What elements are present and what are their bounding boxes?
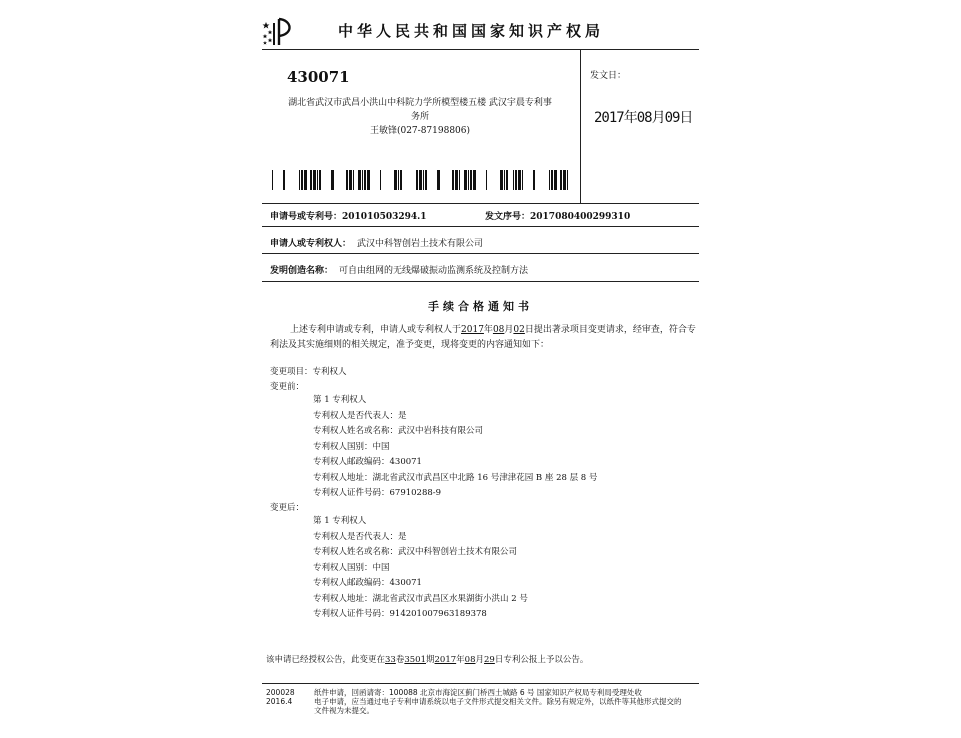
applicant-row bbox=[270, 236, 483, 249]
barcode-bar bbox=[423, 170, 424, 190]
barcode-bar bbox=[470, 170, 472, 190]
document-serial-row bbox=[485, 209, 630, 222]
applicant-name: 武汉中科智创岩土技术有限公司 bbox=[357, 239, 484, 249]
barcode-bar bbox=[437, 170, 440, 190]
form-date: 2016.4 bbox=[266, 697, 293, 706]
barcode-bar bbox=[331, 170, 334, 190]
barcode-bar bbox=[425, 170, 427, 190]
barcode-bar bbox=[362, 170, 363, 190]
list-item: 专利权人姓名或名称：武汉中岩科技有限公司 bbox=[313, 426, 484, 436]
divider bbox=[262, 49, 699, 50]
list-item: 专利权人是否代表人：是 bbox=[313, 531, 407, 542]
text-span: 年 bbox=[483, 325, 493, 335]
barcode-bar bbox=[310, 170, 312, 190]
barcode-bar bbox=[353, 170, 354, 190]
gazette-year: 2017 bbox=[434, 655, 457, 665]
footer-line: 纸件申请，回函请寄：100088 北京市海淀区蓟门桥西土城路 6 号 国家知识产权局专利局受理处收 bbox=[314, 688, 642, 697]
barcode-bar bbox=[299, 170, 300, 190]
invention-label: 发明创造名称： bbox=[270, 266, 334, 276]
barcode-bar bbox=[317, 170, 318, 190]
form-code-block bbox=[266, 688, 295, 706]
barcode-bar bbox=[416, 170, 418, 190]
list-item: 第 1 专利权人 bbox=[313, 395, 367, 405]
barcode-bar bbox=[398, 170, 399, 190]
address-line: 湖北省武汉市武昌小洪山中科院力学所模型楼五楼 武汉宇晨专利事 bbox=[288, 98, 552, 108]
divider bbox=[262, 253, 699, 254]
barcode-bar bbox=[500, 170, 503, 190]
application-number-row bbox=[270, 209, 427, 222]
barcode-bar bbox=[459, 170, 460, 190]
barcode-bar bbox=[486, 170, 487, 190]
divider bbox=[262, 281, 699, 282]
barcode-bar bbox=[283, 170, 285, 190]
request-day: 02 bbox=[513, 325, 525, 335]
barcode-bar bbox=[518, 170, 521, 190]
barcode-bar bbox=[504, 170, 505, 190]
barcode-bar bbox=[522, 170, 523, 190]
recipient-contact: 王敏锋(027-87198806) bbox=[369, 126, 471, 136]
applicant-label: 申请人或专利权人： bbox=[270, 239, 352, 249]
barcode-bar bbox=[367, 170, 370, 190]
barcode-bar bbox=[563, 170, 566, 190]
office-name: 中华人民共和国国家知识产权局 bbox=[338, 22, 605, 40]
gazette-issue: 3501 bbox=[404, 655, 426, 665]
divider bbox=[262, 226, 699, 227]
after-list bbox=[313, 514, 528, 623]
barcode-bar bbox=[419, 170, 422, 190]
barcode-bar bbox=[455, 170, 458, 190]
send-date: 2017年08月09日 bbox=[594, 110, 693, 126]
barcode-bar bbox=[272, 170, 273, 190]
application-number: 201010503294.1 bbox=[342, 212, 427, 222]
document-serial: 2017080400299310 bbox=[530, 212, 631, 222]
list-item: 专利权人证件号码：914201007963189378 bbox=[313, 609, 487, 619]
divider bbox=[262, 683, 699, 684]
text-span: 卷 bbox=[395, 655, 405, 665]
divider bbox=[580, 49, 581, 203]
text-span: 日提出著录项目变更请求，经审查，符合专利法及其实施细则的相关规定，准予变更，现将变更的内容通知如下： bbox=[270, 325, 696, 350]
barcode-bar bbox=[304, 170, 307, 190]
barcode-bar bbox=[513, 170, 514, 190]
footer-notes bbox=[314, 688, 704, 715]
request-month: 08 bbox=[492, 325, 505, 335]
barcode-bar bbox=[554, 170, 557, 190]
divider bbox=[262, 203, 699, 204]
barcode-bar bbox=[567, 170, 568, 190]
gazette-day: 29 bbox=[484, 655, 495, 665]
text-span: 月 bbox=[475, 655, 485, 665]
list-item: 专利权人是否代表人：是 bbox=[313, 410, 407, 421]
barcode-bar bbox=[380, 170, 381, 190]
gazette-month: 08 bbox=[464, 655, 476, 665]
barcode-bar bbox=[400, 170, 402, 190]
text-span: 日专利公报上予以公告。 bbox=[494, 655, 589, 665]
footer-line: 文件视为未提交。 bbox=[314, 706, 374, 715]
notice-paragraph bbox=[270, 323, 700, 353]
list-item: 专利权人邮政编码：430071 bbox=[313, 457, 422, 467]
invention-row bbox=[270, 263, 528, 276]
barcode-bar bbox=[464, 170, 467, 190]
cnipa-logo-icon bbox=[262, 16, 296, 46]
before-label: 变更前： bbox=[270, 382, 305, 392]
list-item: 专利权人地址：湖北省武汉市武昌区中北路 16 号津津花园 B 座 28 层 8 号 bbox=[313, 472, 598, 483]
after-label: 变更后： bbox=[270, 503, 305, 513]
application-number-label: 申请号或专利号： bbox=[270, 212, 343, 222]
barcode-bar bbox=[551, 170, 553, 190]
postcode: 430071 bbox=[287, 68, 350, 86]
before-list bbox=[313, 393, 597, 502]
document-serial-label: 发文序号： bbox=[485, 212, 531, 222]
invention-title: 可自由组网的无线爆破振动监测系统及控制方法 bbox=[339, 266, 529, 276]
barcode-bar bbox=[473, 170, 476, 190]
barcode-bar bbox=[533, 170, 535, 190]
text-span: 年 bbox=[456, 655, 465, 665]
barcode-bar bbox=[394, 170, 397, 190]
barcode-bar bbox=[515, 170, 517, 190]
notice-title: 手续合格通知书 bbox=[428, 300, 533, 313]
form-code: 200028 bbox=[266, 688, 295, 697]
barcode bbox=[272, 170, 402, 190]
list-item: 专利权人国别：中国 bbox=[313, 441, 390, 452]
list-item: 专利权人姓名或名称：武汉中科智创岩土技术有限公司 bbox=[313, 547, 518, 557]
barcode-bar bbox=[506, 170, 508, 190]
barcode-bar bbox=[301, 170, 303, 190]
footer-line: 电子申请，应当通过电子专利申请系统以电子文件形式提交相关文件。除另有规定外，以纸件等其他形式提交的 bbox=[314, 697, 682, 706]
text-span: 期 bbox=[426, 655, 435, 665]
publication-note bbox=[266, 653, 588, 669]
send-date-label: 发文日： bbox=[590, 71, 627, 81]
recipient-address bbox=[270, 96, 570, 138]
barcode-bar bbox=[349, 170, 352, 190]
list-item: 专利权人地址：湖北省武汉市武昌区水果湖街小洪山 2 号 bbox=[313, 593, 528, 604]
barcode-bar bbox=[468, 170, 469, 190]
request-year: 2017 bbox=[461, 325, 484, 335]
text-span: 月 bbox=[504, 325, 514, 335]
barcode-bar bbox=[560, 170, 562, 190]
list-item: 专利权人邮政编码：430071 bbox=[313, 578, 422, 588]
barcode-bar bbox=[319, 170, 321, 190]
barcode-bar bbox=[313, 170, 316, 190]
list-item: 第 1 专利权人 bbox=[313, 516, 367, 526]
list-item: 专利权人证件号码：67910288-9 bbox=[313, 488, 442, 498]
barcode-bar bbox=[549, 170, 550, 190]
list-item: 专利权人国别：中国 bbox=[313, 562, 390, 573]
barcode-bar bbox=[364, 170, 366, 190]
barcode bbox=[414, 170, 568, 190]
gazette-volume: 33 bbox=[385, 655, 396, 665]
text-span: 该申请已经授权公告，此变更在 bbox=[266, 655, 386, 665]
barcode-bar bbox=[358, 170, 361, 190]
barcode-bar bbox=[452, 170, 454, 190]
text-span: 上述专利申请或专利，申请人或专利权人于 bbox=[290, 325, 462, 335]
barcode-bar bbox=[346, 170, 348, 190]
change-item: 变更项目：专利权人 bbox=[270, 367, 347, 377]
address-line: 务所 bbox=[410, 112, 429, 122]
